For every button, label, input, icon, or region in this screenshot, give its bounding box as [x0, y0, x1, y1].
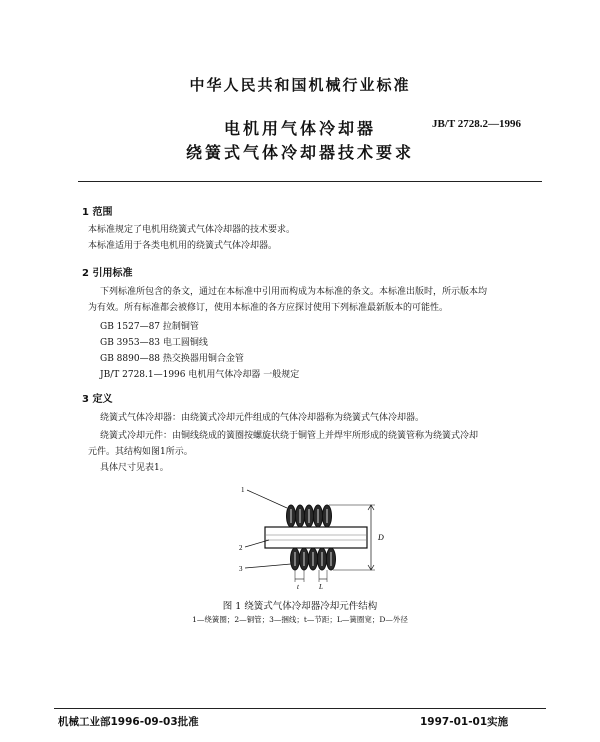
cooling-element-diagram: [225, 478, 395, 590]
implementation-date: 1997-01-01实施: [420, 716, 509, 728]
section-3-heading: 3 定义: [82, 394, 113, 405]
reference-item: JB/T 2728.1—1996 电机用气体冷却器 一般规定: [100, 370, 300, 380]
title-line-1: 电机用气体冷却器: [223, 119, 376, 138]
section-1-para-2: 本标准适用于各类电机用的绕簧式气体冷却器。: [88, 241, 278, 251]
figure-legend: 1—绕簧圈；2—铜管；3—捆线；t—节距；L—簧圈宽；D—外径: [192, 615, 408, 624]
reference-item: GB 8890—88 热交换器用铜合金管: [100, 354, 244, 364]
title-line-2: 绕簧式气体冷却器技术要求: [185, 143, 414, 162]
footer-rule: [54, 708, 546, 709]
reference-item: GB 1527—87 拉制铜管: [100, 322, 199, 332]
issuing-body: 中华人民共和国机械行业标准: [189, 76, 411, 94]
copper-tube: [265, 527, 367, 548]
section-3-para-3: 元件。其结构如图1所示。: [88, 447, 193, 457]
header-rule: [78, 181, 542, 182]
reference-item: GB 3953—83 电工圆铜线: [100, 338, 208, 348]
section-2-heading: 2 引用标准: [82, 268, 133, 279]
dimension-d-label: D: [378, 533, 384, 542]
leader-line-3: [245, 564, 291, 568]
section-2-para-2: 为有效。所有标准都会被修订，使用本标准的各方应探讨使用下列标准最新版本的可能性。: [88, 303, 449, 313]
approval-date: 机械工业部1996-09-03批准: [58, 716, 199, 728]
callout-1: 1: [241, 486, 245, 494]
section-2-para-1: 下列标准所包含的条文，通过在本标准中引用而构成为本标准的条文。本标准出版时，所示版本均: [100, 287, 488, 297]
section-1-para-1: 本标准规定了电机用绕簧式气体冷却器的技术要求。: [88, 225, 296, 235]
callout-3: 3: [239, 565, 243, 573]
section-3-para-1: 绕簧式气体冷却器：由绕簧式冷却元件组成的气体冷却器称为绕簧式气体冷却器。: [100, 413, 425, 423]
callout-2: 2: [239, 544, 243, 552]
section-3-para-4: 具体尺寸见表1。: [100, 463, 169, 473]
dimension-l-label: L: [319, 583, 323, 590]
dimension-t-label: t: [297, 583, 299, 590]
figure-caption: 图 1 绕簧式气体冷却器冷却元件结构: [222, 601, 378, 612]
section-3-para-2: 绕簧式冷却元件：由铜线绕成的簧圈按螺旋状绕于铜管上并焊牢所形成的绕簧管称为绕簧式冷却: [100, 431, 479, 441]
leader-line-1: [247, 490, 287, 508]
standard-number: JB/T 2728.2—1996: [432, 118, 522, 130]
section-1-heading: 1 范围: [82, 207, 113, 218]
